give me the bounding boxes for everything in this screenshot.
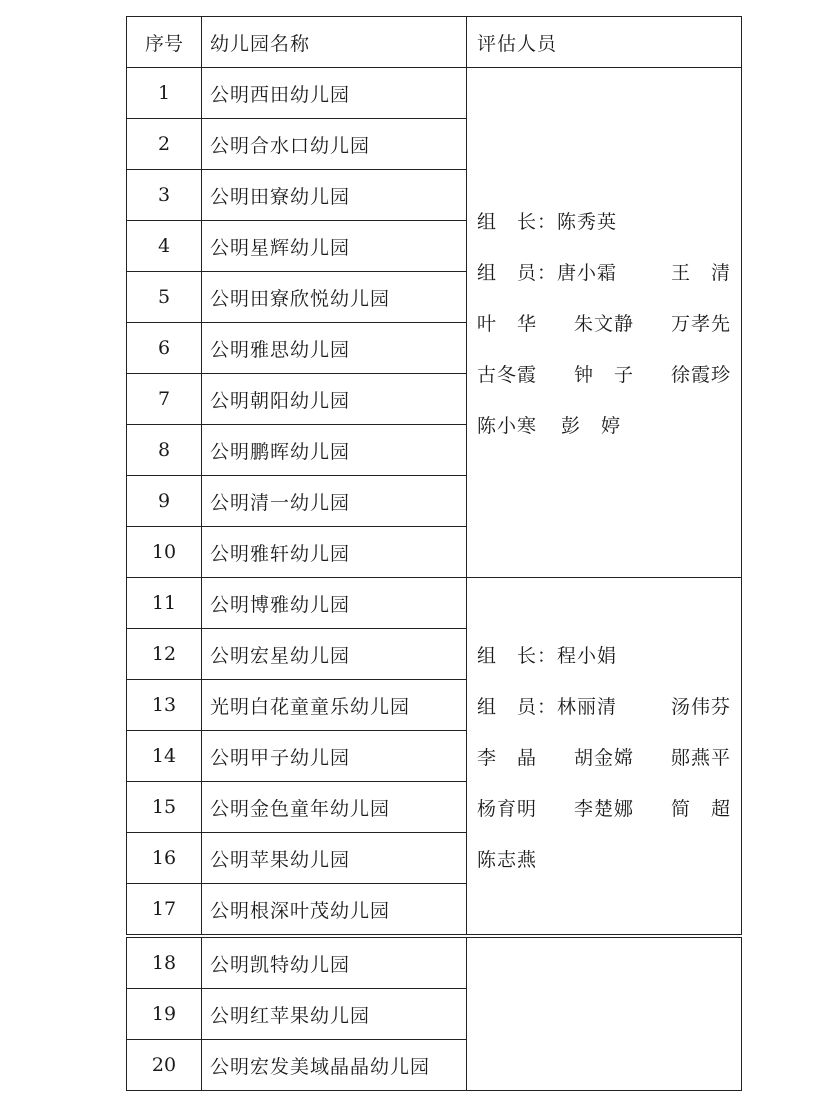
row-number: 17	[127, 884, 202, 935]
assessor-name: 李 晶	[477, 746, 538, 769]
kindergarten-name: 公明雅思幼儿园	[202, 323, 467, 374]
kindergarten-name: 公明西田幼儿园	[202, 68, 467, 119]
kindergarten-name: 公明鹏晖幼儿园	[202, 425, 467, 476]
kindergarten-name: 公明田寮幼儿园	[202, 170, 467, 221]
assessor-name: 李楚娜	[573, 797, 634, 820]
kindergarten-name: 公明宏星幼儿园	[202, 629, 467, 680]
row-number: 7	[127, 374, 202, 425]
row-number: 1	[127, 68, 202, 119]
kindergarten-name: 公明宏发美域晶晶幼儿园	[202, 1040, 467, 1091]
kindergarten-name: 公明凯特幼儿园	[202, 938, 467, 989]
assessor-name: 朱文静	[573, 313, 634, 335]
kindergarten-name: 公明甲子幼儿园	[202, 731, 467, 782]
row-number: 10	[127, 527, 202, 578]
assessors-cell	[467, 938, 742, 1091]
kindergarten-name: 公明合水口幼儿园	[202, 119, 467, 170]
assessor-line	[477, 731, 731, 782]
row-number: 16	[127, 833, 202, 884]
header-row	[127, 17, 742, 68]
assessor-name: 简 超	[670, 797, 731, 820]
row-number: 15	[127, 782, 202, 833]
assessor-name: 叶 华	[477, 313, 538, 335]
assessor-name: 王 清	[670, 262, 731, 284]
row-number: 2	[127, 119, 202, 170]
kindergarten-name: 公明金色童年幼儿园	[202, 782, 467, 833]
kindergarten-name: 公明清一幼儿园	[202, 476, 467, 527]
kindergarten-name: 公明朝阳幼儿园	[202, 374, 467, 425]
row-number: 3	[127, 170, 202, 221]
assessor-name: 组 员：林丽清	[477, 695, 618, 718]
kindergarten-name: 公明雅轩幼儿园	[202, 527, 467, 578]
assessor-name: 组 长：陈秀英	[477, 211, 618, 233]
assessor-name: 彭 婷	[561, 415, 622, 437]
assessor-name: 汤伟芬	[670, 695, 731, 718]
assessor-name: 古冬霞	[477, 364, 538, 386]
header-num: 序号	[127, 17, 202, 68]
assessor-line	[477, 246, 731, 297]
assessor-line	[477, 399, 731, 450]
assessor-line	[477, 680, 731, 731]
assessor-name: 组 员：唐小霜	[477, 262, 618, 284]
kindergarten-name: 公明根深叶茂幼儿园	[202, 884, 467, 935]
row-number: 13	[127, 680, 202, 731]
assessor-line	[477, 629, 731, 680]
row-number: 14	[127, 731, 202, 782]
row-number: 4	[127, 221, 202, 272]
assessor-name: 徐霞珍	[670, 364, 731, 386]
assessor-name: 钟 子	[573, 364, 634, 386]
assessors-cell	[467, 578, 742, 935]
table-row	[127, 938, 742, 989]
assessor-name: 陈志燕	[477, 848, 538, 871]
row-number: 20	[127, 1040, 202, 1091]
assessor-name: 郧燕平	[670, 746, 731, 769]
kindergarten-name: 公明博雅幼儿园	[202, 578, 467, 629]
assessor-name: 杨育明	[477, 797, 538, 820]
kindergarten-name: 公明苹果幼儿园	[202, 833, 467, 884]
assessor-line	[477, 833, 731, 884]
assessor-line	[477, 297, 731, 348]
row-number: 5	[127, 272, 202, 323]
assessor-name: 陈小寒	[477, 415, 538, 437]
header-assess: 评估人员	[467, 17, 742, 68]
row-number: 18	[127, 938, 202, 989]
table-row	[127, 68, 742, 119]
assessor-name: 万孝先	[670, 313, 731, 335]
kindergarten-name: 公明红苹果幼儿园	[202, 989, 467, 1040]
row-number: 19	[127, 989, 202, 1040]
assessor-line	[477, 348, 731, 399]
row-number: 6	[127, 323, 202, 374]
table-row	[127, 578, 742, 629]
kindergarten-name: 公明星辉幼儿园	[202, 221, 467, 272]
row-number: 8	[127, 425, 202, 476]
row-number: 12	[127, 629, 202, 680]
header-name: 幼儿园名称	[202, 17, 467, 68]
assessor-name: 组 长：程小娟	[477, 644, 618, 667]
kindergarten-assessment-table	[126, 16, 731, 1091]
kindergarten-name: 光明白花童童乐幼儿园	[202, 680, 467, 731]
assessor-line	[477, 782, 731, 833]
assessor-line	[477, 195, 731, 246]
assessors-cell	[467, 68, 742, 578]
row-number: 9	[127, 476, 202, 527]
row-number: 11	[127, 578, 202, 629]
assessor-name: 胡金嫦	[573, 746, 634, 769]
kindergarten-name: 公明田寮欣悦幼儿园	[202, 272, 467, 323]
